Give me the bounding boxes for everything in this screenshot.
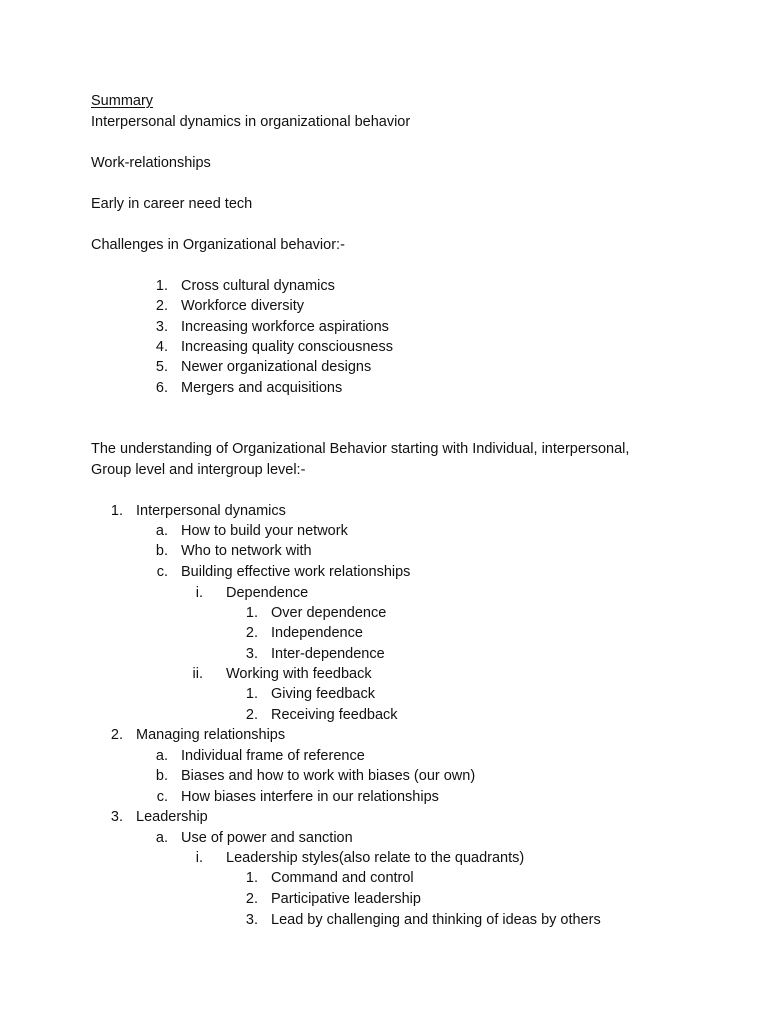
outline-marker: a. xyxy=(155,830,168,846)
outline-item: Working with feedback xyxy=(226,666,372,682)
list-item: Cross cultural dynamics xyxy=(181,278,335,294)
work-relationships-line: Work-relationships xyxy=(91,155,211,171)
challenges-heading: Challenges in Organizational behavior:- xyxy=(91,237,345,253)
list-item-marker: 4. xyxy=(155,339,168,355)
early-career-line: Early in career need tech xyxy=(91,196,253,212)
outline-item: Command and control xyxy=(271,870,414,886)
outline-marker: 2. xyxy=(110,727,123,743)
outline-item: Interpersonal dynamics xyxy=(136,503,286,519)
outline-item: Building effective work relationships xyxy=(181,564,411,580)
outline-item: Managing relationships xyxy=(136,727,286,743)
outline-marker: 2. xyxy=(245,625,258,641)
outline-marker: ii. xyxy=(192,666,203,682)
outline-marker: c. xyxy=(156,564,168,580)
outline-marker: 1. xyxy=(245,686,258,702)
outline-item: Who to network with xyxy=(181,543,312,559)
outline-item: Lead by challenging and thinking of ideas by others xyxy=(271,912,601,928)
outline-marker: c. xyxy=(156,789,168,805)
outline-marker: i. xyxy=(195,850,203,866)
outline-marker: 2. xyxy=(245,891,258,907)
outline-marker: i. xyxy=(195,585,203,601)
summary-heading: Summary xyxy=(91,93,154,109)
outline-item: Dependence xyxy=(226,585,309,601)
outline-marker: a. xyxy=(155,523,168,539)
understanding-paragraph-line-1: The understanding of Organizational Behavior starting with Individual, interpersonal, xyxy=(91,441,630,457)
outline-item: Individual frame of reference xyxy=(181,748,365,764)
outline-item: Over dependence xyxy=(271,605,387,621)
outline-item: Receiving feedback xyxy=(271,707,398,723)
outline-marker: 3. xyxy=(245,912,258,928)
outline-item: How biases interfere in our relationships xyxy=(181,789,439,805)
outline-marker: b. xyxy=(155,543,168,559)
outline-marker: 1. xyxy=(245,605,258,621)
understanding-paragraph-line-2: Group level and intergroup level:- xyxy=(91,462,306,478)
list-item: Increasing workforce aspirations xyxy=(181,319,389,335)
outline-marker: 1. xyxy=(245,870,258,886)
list-item: Workforce diversity xyxy=(181,298,305,314)
list-item-marker: 6. xyxy=(155,380,168,396)
outline-item: Participative leadership xyxy=(271,891,421,907)
list-item-marker: 1. xyxy=(155,278,168,294)
outline-item: Leadership xyxy=(136,809,208,825)
outline-item: Use of power and sanction xyxy=(181,830,353,846)
outline-item: Leadership styles(also relate to the quadrants) xyxy=(226,850,525,866)
outline-item: How to build your network xyxy=(181,523,348,539)
list-item-marker: 2. xyxy=(155,298,168,314)
outline-marker: 2. xyxy=(245,707,258,723)
list-item: Mergers and acquisitions xyxy=(181,380,343,396)
outline-item: Inter-dependence xyxy=(271,646,385,662)
outline-marker: 1. xyxy=(110,503,123,519)
list-item-marker: 3. xyxy=(155,319,168,335)
outline-marker: 3. xyxy=(245,646,258,662)
list-item: Newer organizational designs xyxy=(181,359,372,375)
outline-item: Giving feedback xyxy=(271,686,375,702)
list-item-marker: 5. xyxy=(155,359,168,375)
document-title: Interpersonal dynamics in organizational behavior xyxy=(91,114,411,130)
outline-item: Biases and how to work with biases (our own) xyxy=(181,768,476,784)
outline-marker: a. xyxy=(155,748,168,764)
list-item: Increasing quality consciousness xyxy=(181,339,393,355)
outline-marker: 3. xyxy=(110,809,123,825)
outline-marker: b. xyxy=(155,768,168,784)
outline-item: Independence xyxy=(271,625,363,641)
